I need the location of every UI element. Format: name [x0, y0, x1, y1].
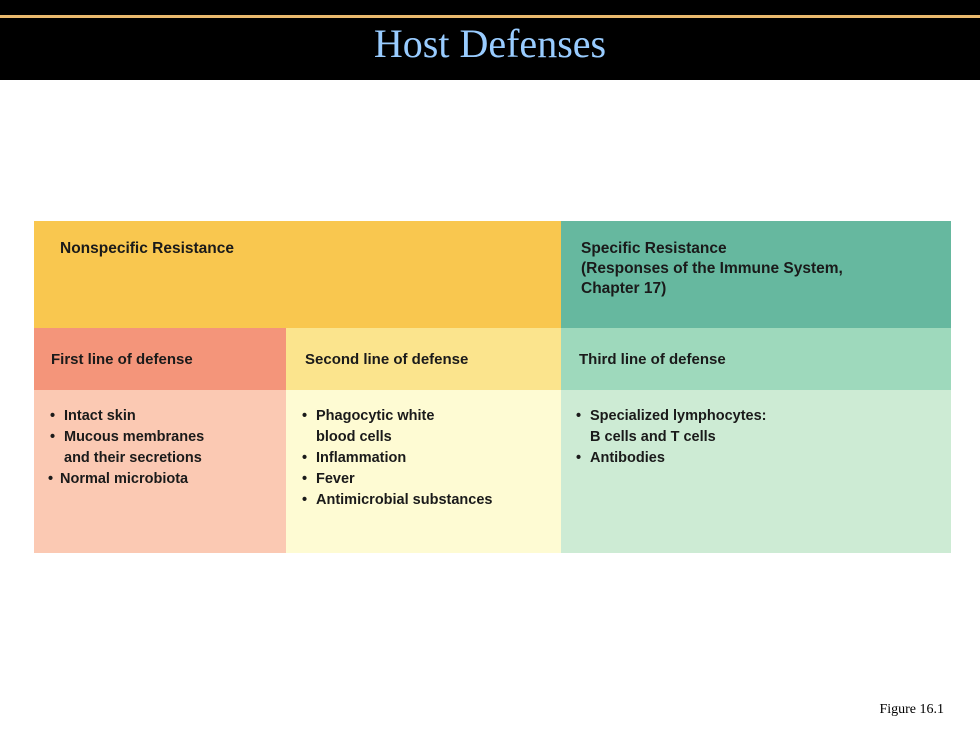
bullet-icon: •	[302, 450, 308, 466]
list-item	[50, 448, 286, 469]
list-item	[576, 448, 951, 469]
figure-label: Figure 16.1	[879, 702, 944, 717]
bullet-icon: •	[302, 492, 308, 508]
list-item-text: Antimicrobial substances	[316, 492, 493, 508]
list-item-text: Mucous membranes	[64, 429, 205, 445]
nonspecific-resistance-header	[34, 221, 561, 328]
list-item	[50, 406, 286, 427]
bullet-icon: •	[302, 408, 308, 424]
bullet-icon: •	[576, 408, 582, 424]
list-item	[50, 427, 286, 448]
list-item	[302, 406, 561, 427]
list-item-text: Intact skin	[64, 408, 136, 424]
bullet-icon: •	[50, 408, 56, 424]
list-item-text: Inflammation	[316, 450, 407, 466]
bullet-icon: •	[48, 471, 54, 487]
second-line-title: Second line of defense	[305, 351, 469, 368]
second-line-list	[302, 406, 561, 511]
list-item	[302, 490, 561, 511]
list-item	[48, 469, 286, 490]
specific-resistance-title-line-1: Specific Resistance	[581, 240, 727, 257]
bullet-icon: •	[576, 450, 582, 466]
list-item	[302, 448, 561, 469]
list-item	[302, 469, 561, 490]
list-item-text: blood cells	[316, 429, 392, 445]
third-line-body	[561, 390, 951, 553]
list-item-text: Normal microbiota	[60, 471, 189, 487]
host-defenses-table	[34, 221, 951, 553]
list-item-text: Fever	[316, 471, 355, 487]
list-item	[302, 427, 561, 448]
second-line-header	[286, 328, 561, 390]
first-line-header	[34, 328, 286, 390]
specific-resistance-header	[561, 221, 951, 328]
specific-resistance-title-line-2: (Responses of the Immune System,	[581, 260, 843, 277]
bullet-icon: •	[302, 471, 308, 487]
bullet-icon: •	[50, 429, 56, 445]
first-line-title: First line of defense	[51, 351, 193, 368]
nonspecific-resistance-title: Nonspecific Resistance	[60, 240, 235, 257]
list-item-text: and their secretions	[64, 450, 202, 466]
list-item-text: Phagocytic white	[316, 408, 435, 424]
slide-title: Host Defenses	[373, 21, 607, 66]
list-item-text: B cells and T cells	[590, 429, 716, 445]
list-item-text: Antibodies	[590, 450, 665, 466]
list-item	[576, 427, 951, 448]
list-item-text: Specialized lymphocytes:	[590, 408, 767, 424]
third-line-list	[576, 406, 951, 469]
specific-resistance-title-line-3: Chapter 17)	[581, 280, 667, 297]
first-line-list	[50, 406, 286, 490]
third-line-title: Third line of defense	[579, 351, 726, 368]
second-line-body	[286, 390, 561, 553]
third-line-header	[561, 328, 951, 390]
first-line-body	[34, 390, 286, 553]
list-item	[576, 406, 951, 427]
